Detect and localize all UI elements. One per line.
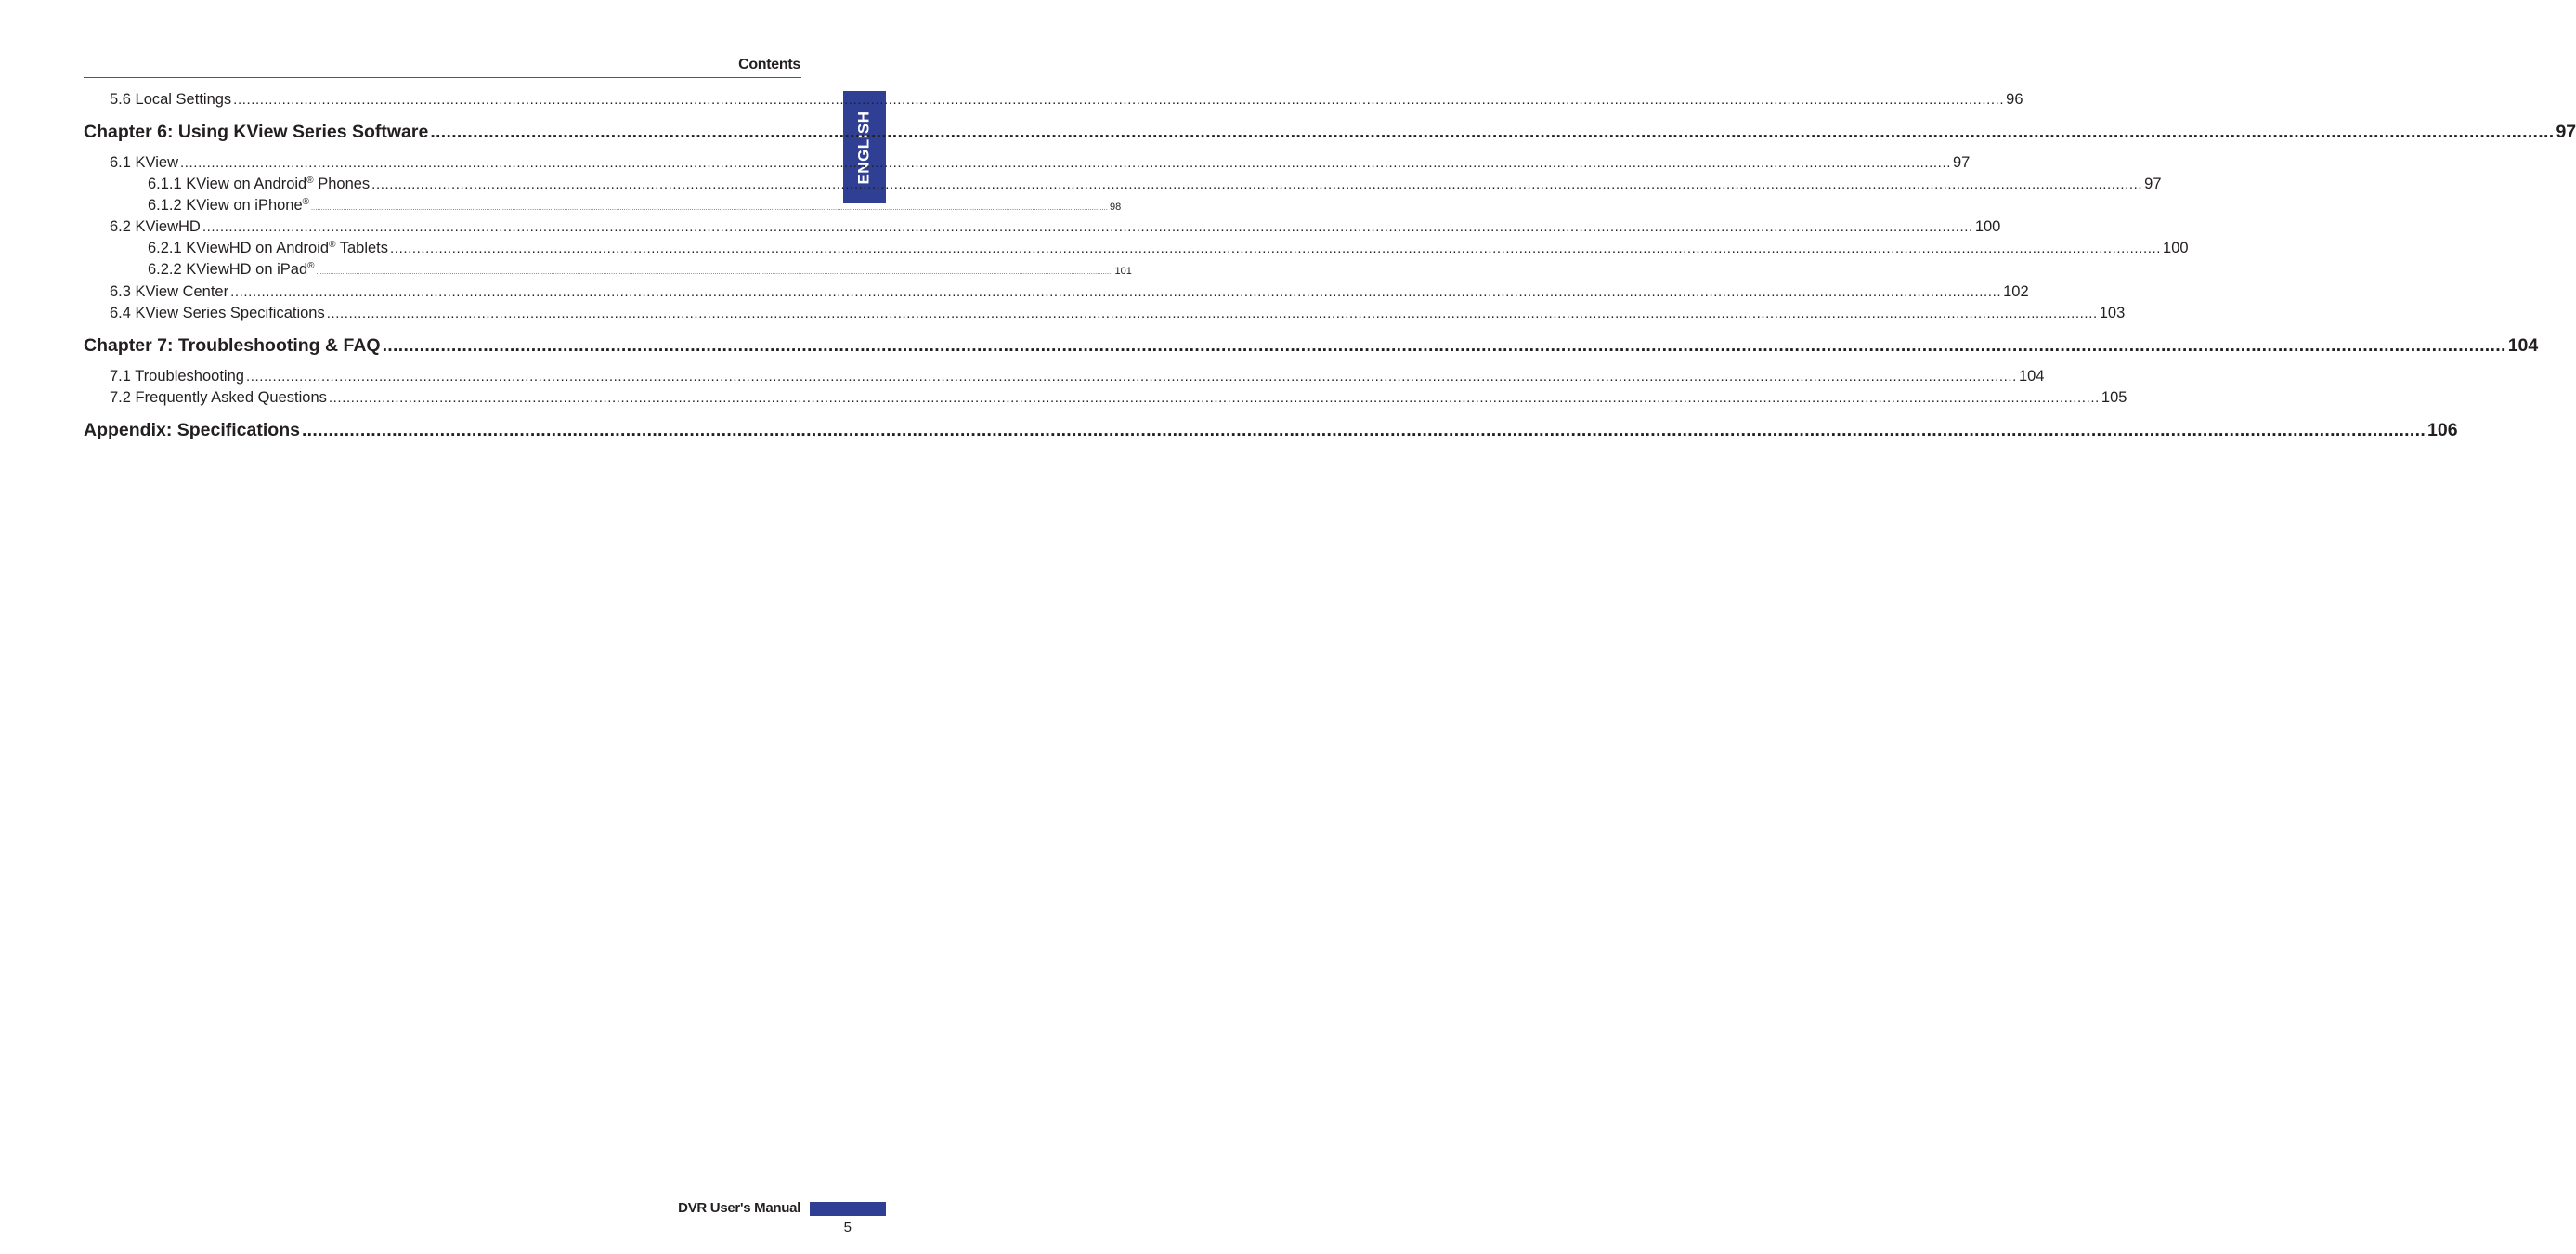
registered-mark: ®	[307, 261, 315, 271]
toc-entry-page: 97	[1953, 154, 1971, 171]
toc-leader: ................................................................................................................................................................................................................................................................................................................................................................................................................	[326, 306, 2098, 321]
toc-entry[interactable]	[110, 368, 2045, 385]
registered-mark: ®	[302, 197, 310, 207]
header-rule	[84, 77, 801, 78]
registered-mark: ®	[306, 176, 314, 186]
toc-entry-page: 104	[2018, 368, 2045, 385]
toc-chapter-entry[interactable]	[84, 122, 2576, 142]
toc-entry-label: 6.4 KView Series Specifications	[110, 305, 325, 321]
page-number: 5	[843, 1220, 852, 1235]
toc-subentry[interactable]	[148, 261, 1132, 278]
toc-subentry[interactable]	[148, 176, 2162, 192]
toc-leader: ................................................................................................................................................................................................................................................................................................................................................................................................................	[233, 92, 2005, 108]
toc-entry-label: 6.3 KView Center	[110, 283, 229, 300]
toc-leader: ................................................................................................................................................................................................................................................................................................................................................................................................................	[230, 284, 2002, 300]
toc-entry-label: 5.6 Local Settings	[110, 91, 232, 108]
toc-chapter-entry[interactable]	[84, 420, 2458, 440]
toc-leader: ................................................................................................................................................................................................................................................................................................................................................................................................................	[202, 219, 1973, 235]
toc-entry[interactable]	[110, 154, 1971, 171]
toc-leader: ................................................................................................................................................................................................................................................................................................................................................................................................................	[430, 122, 2555, 142]
toc-entry[interactable]	[110, 389, 2127, 406]
toc-leader: ................................................................................................................................................................................................................................................................................................................................................................................................................	[382, 335, 2506, 356]
toc-entry-page: 101	[1114, 266, 1132, 277]
toc-entry-page: 96	[2006, 91, 2023, 108]
toc-chapter-label: Chapter 6: Using KView Series Software	[84, 122, 429, 142]
toc-chapter-entry[interactable]	[84, 335, 2539, 356]
toc-entry-label: 6.1.1 KView on Android® Phones	[148, 176, 371, 192]
toc-chapter-label: Chapter 7: Troubleshooting & FAQ	[84, 335, 381, 356]
toc-chapter-page: 97	[2556, 122, 2576, 142]
toc-leader: ................................................................................................................................................................................................................................................................................................................................................................................................................	[316, 269, 1113, 276]
toc-entry-label: 6.2.2 KViewHD on iPad®	[148, 261, 315, 278]
toc-entry-label: 6.1 KView	[110, 154, 178, 171]
page-header-title: Contents	[738, 57, 800, 72]
toc-leader: ................................................................................................................................................................................................................................................................................................................................................................................................................	[311, 205, 1108, 212]
toc-entry-label: 7.2 Frequently Asked Questions	[110, 389, 327, 406]
toc-entry-page: 100	[1974, 218, 2001, 235]
toc-leader: ................................................................................................................................................................................................................................................................................................................................................................................................................	[245, 369, 2017, 385]
toc-chapter-label: Appendix: Specifications	[84, 420, 300, 440]
toc-entry-page: 102	[2003, 283, 2029, 300]
toc-leader: ................................................................................................................................................................................................................................................................................................................................................................................................................	[390, 241, 2162, 256]
toc-entry-page: 103	[2099, 305, 2126, 321]
toc-leader: ................................................................................................................................................................................................................................................................................................................................................................................................................	[301, 420, 2426, 440]
toc-entry-label: 6.2.1 KViewHD on Android® Tablets	[148, 240, 389, 256]
toc-leader: ................................................................................................................................................................................................................................................................................................................................................................................................................	[180, 155, 1951, 171]
toc-entry-page: 98	[1109, 202, 1122, 213]
toc-entry-label: 6.2 KViewHD	[110, 218, 201, 235]
toc-chapter-page: 106	[2427, 420, 2458, 440]
toc-entry-page: 105	[2101, 389, 2127, 406]
footer-manual-title: DVR User's Manual	[678, 1200, 800, 1216]
toc-entry[interactable]	[110, 218, 2001, 235]
footer-accent-bar	[810, 1202, 886, 1216]
toc-entry-label: 6.1.2 KView on iPhone®	[148, 197, 310, 214]
toc-entry[interactable]	[110, 305, 2126, 321]
language-tab-label: ENGLISH	[855, 110, 873, 185]
toc-leader: ................................................................................................................................................................................................................................................................................................................................................................................................................	[328, 390, 2100, 406]
toc-entry-page: 97	[2144, 176, 2162, 192]
toc-chapter-page: 104	[2507, 335, 2539, 356]
toc-subentry[interactable]	[148, 240, 2189, 256]
toc-entry[interactable]	[110, 91, 2023, 108]
toc-entry-label: 7.1 Troubleshooting	[110, 368, 244, 385]
toc-entry[interactable]	[110, 283, 2029, 300]
toc-leader: ................................................................................................................................................................................................................................................................................................................................................................................................................	[371, 176, 2143, 192]
toc-entry-page: 100	[2163, 240, 2189, 256]
toc-subentry[interactable]	[148, 197, 1122, 214]
registered-mark: ®	[329, 240, 336, 250]
